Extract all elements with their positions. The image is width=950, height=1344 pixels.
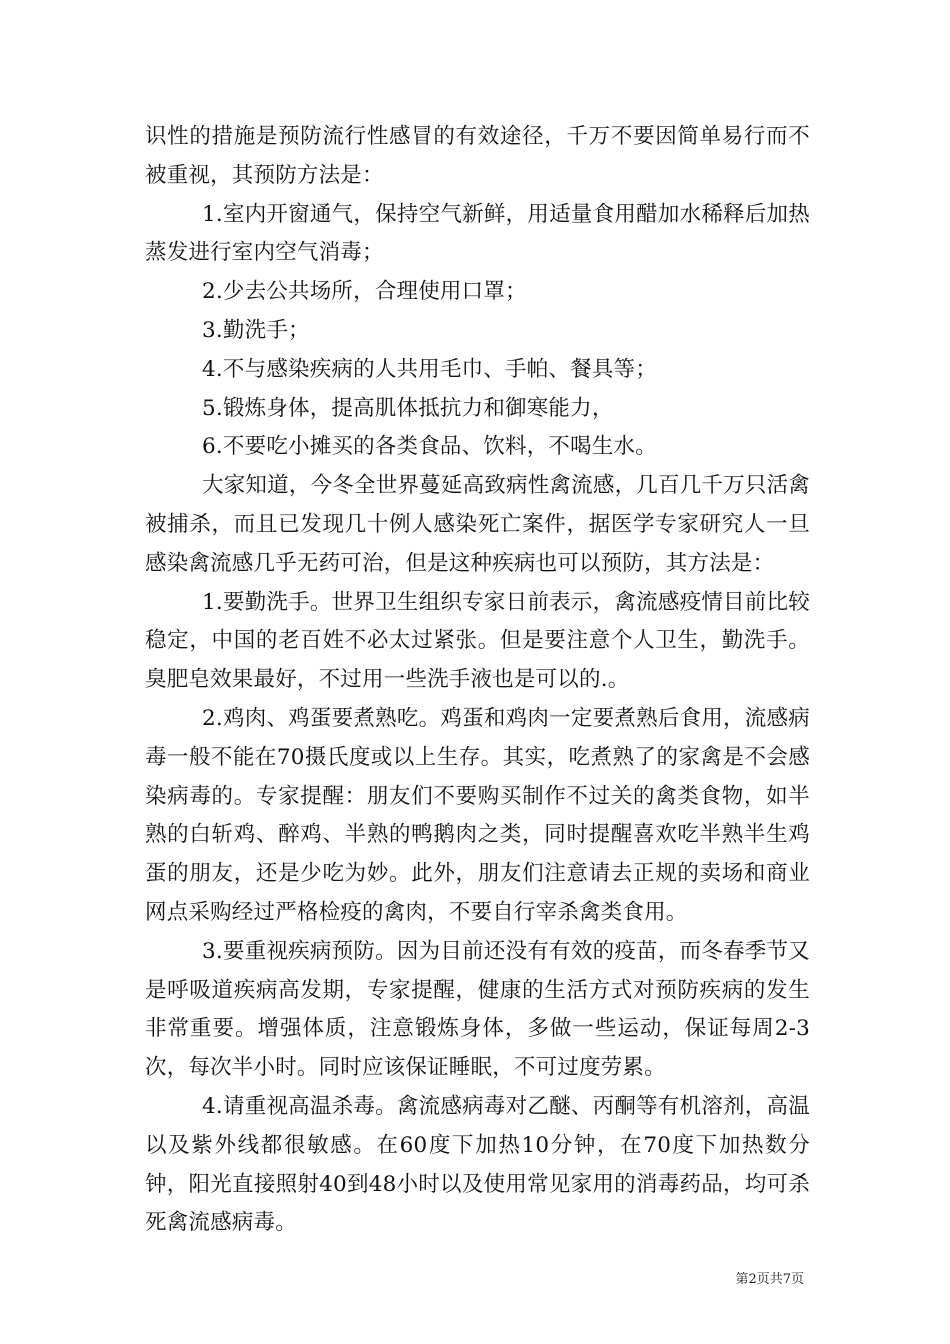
page-number: 第2页共7页 [735,1272,804,1287]
list-item-avian-4: 4.请重视高温杀毒。禽流感病毒对乙醚、丙酮等有机溶剂，高温以及紫外线都很敏感。在60度下加热10分钟，在70度下加热数分钟，阳光直接照射40到48小时以及使用常见家用的消毒药品，均可杀死禽流感病毒。 [145,1093,810,1236]
paragraph-avian-flu-intro: 大家知道，今冬全世界蔓延高致病性禽流感，几百几千万只活禽被捕杀，而且已发现几十例人感染死亡案件，据医学专家研究人一旦感染禽流感几乎无药可治，但是这种疾病也可以预防，其方法是： [145,473,810,576]
list-item-avian-1: 1.要勤洗手。世界卫生组织专家日前表示，禽流感疫情目前比较稳定，中国的老百姓不必太过紧张。但是要注意个人卫生，勤洗手。臭肥皂效果最好，不过用一些洗手液也是可以的.。 [145,589,810,693]
list-item-flu-3: 3.勤洗手； [202,317,310,343]
list-item-flu-2: 2.少去公共场所，合理使用口罩； [202,279,527,305]
list-item-avian-3: 3.要重视疾病预防。因为目前还没有有效的疫苗，而冬春季节又是呼吸道疾病高发期，专家提醒，健康的生活方式对预防疾病的发生非常重要。增强体质，注意锻炼身体，多做一些运动，保证每周2-3次，每次半小时。同时应该保证睡眠，不可过度劳累。 [145,938,810,1081]
list-item-avian-2: 2.鸡肉、鸡蛋要煮熟吃。鸡蛋和鸡肉一定要煮熟后食用，流感病毒一般不能在70摄氏度或以上生存。其实，吃煮熟了的家禽是不会感染病毒的。专家提醒：朋友们不要购买制作不过关的禽类食物，如半熟的白斩鸡、醉鸡、半熟的鸭鹅肉之类，同时提醒喜欢吃半熟半生鸡蛋的朋友，还是少吃为妙。此外，朋友们注意请去正规的卖场和商业网点采购经过严格检疫的禽肉，不要自行宰杀禽类食用。 [145,705,810,925]
list-item-flu-1: 1.室内开窗通气，保持空气新鲜，用适量食用醋加水稀释后加热蒸发进行室内空气消毒； [145,201,810,266]
list-item-flu-4: 4.不与感染疾病的人共用毛巾、手帕、餐具等； [202,356,657,382]
paragraph-intro: 识性的措施是预防流行性感冒的有效途径，千万不要因简单易行而不被重视，其预防方法是： [145,124,810,188]
list-item-flu-6: 6.不要吃小摊买的各类食品、饮料，不喝生水。 [202,434,657,460]
list-item-flu-5: 5.锻炼身体，提高肌体抵抗力和御寒能力， [202,395,614,421]
document-body [145,118,810,1243]
